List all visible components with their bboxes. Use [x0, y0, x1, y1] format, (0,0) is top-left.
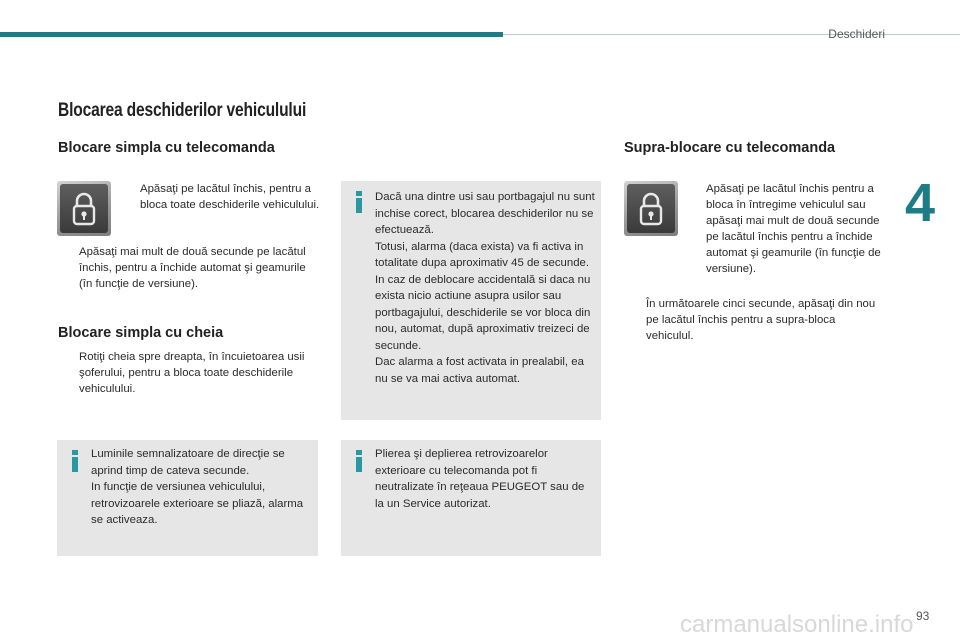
- lock-button-icon: [57, 181, 111, 236]
- info-icon: [355, 450, 363, 472]
- lock-closed-icon: [72, 192, 96, 226]
- watermark: carmanualsonline.info: [680, 611, 914, 638]
- instruction-text: Rotiţi cheia spre dreapta, în încuietoarea usii şoferului, pentru a bloca toate deschiderile vehiculului.: [79, 351, 305, 395]
- info-icon: [355, 191, 363, 213]
- header-accent-bar: [0, 32, 503, 37]
- instruction-text: Apăsaţi pe lacătul închis, pentru a bloca toate deschiderile vehiculului.: [140, 183, 320, 211]
- info-box: [57, 440, 318, 556]
- heading-key-lock: Blocare simpla cu cheia: [58, 325, 224, 341]
- header-rule: [503, 34, 960, 35]
- info-text: Luminile semnalizatoare de direcţie se aprind timp de cateva secunde. In funcţie de versiunea vehiculului, retrovizoarele exterioare se pliază, alarma se activeaza.: [91, 448, 304, 526]
- chapter-number: 4: [905, 173, 936, 233]
- info-icon: [71, 450, 79, 472]
- lock-closed-icon: [639, 192, 663, 226]
- instruction-text: În următoarele cinci secunde, apăsaţi din nou pe lacătul închis pentru a supra-bloca vehiculul.: [646, 298, 876, 342]
- page-number: 93: [916, 609, 930, 623]
- info-text: Plierea şi deplierea retrovizoarelor exterioare cu telecomanda pot fi neutralizate în reţeaua PEUGEOT sau de la un Service autorizat.: [375, 448, 585, 510]
- page-title: Blocarea deschiderilor vehiculului: [58, 100, 307, 121]
- heading-remote-lock: Blocare simpla cu telecomanda: [58, 140, 275, 156]
- instruction-text: Apăsaţi mai mult de două secunde pe lacătul închis, pentru a închide automat şi geamurile (în funcţie de versiune).: [79, 246, 306, 290]
- info-text: Dacă una dintre usi sau portbagajul nu sunt inchise corect, blocarea deschiderilor nu se efectuează. Totusi, alarma (daca exista) va fi activa in totalitate dupa aproximativ 45 de secunde. In caz de deblocare accidentală si daca nu exista nicio actiune asupra usilor sau portbagajului, deschiderile se vor bloca din nou, automat, după aproximativ treizeci de secunde. Dac alarma a fost activata in prealabil, ea nu se va mai activa automat.: [375, 191, 595, 385]
- info-box: [341, 440, 601, 556]
- section-title: Deschideri: [828, 27, 885, 41]
- info-box: [341, 181, 601, 420]
- heading-super-lock: Supra-blocare cu telecomanda: [624, 140, 836, 156]
- lock-button-icon: [624, 181, 678, 236]
- instruction-text: Apăsaţi pe lacătul închis pentru a bloca în întregime vehiculul sau apăsaţi mai mult de două secunde pe lacătul închis pentru a închide automat şi geamurile (în funcţie de versiune).: [706, 183, 881, 275]
